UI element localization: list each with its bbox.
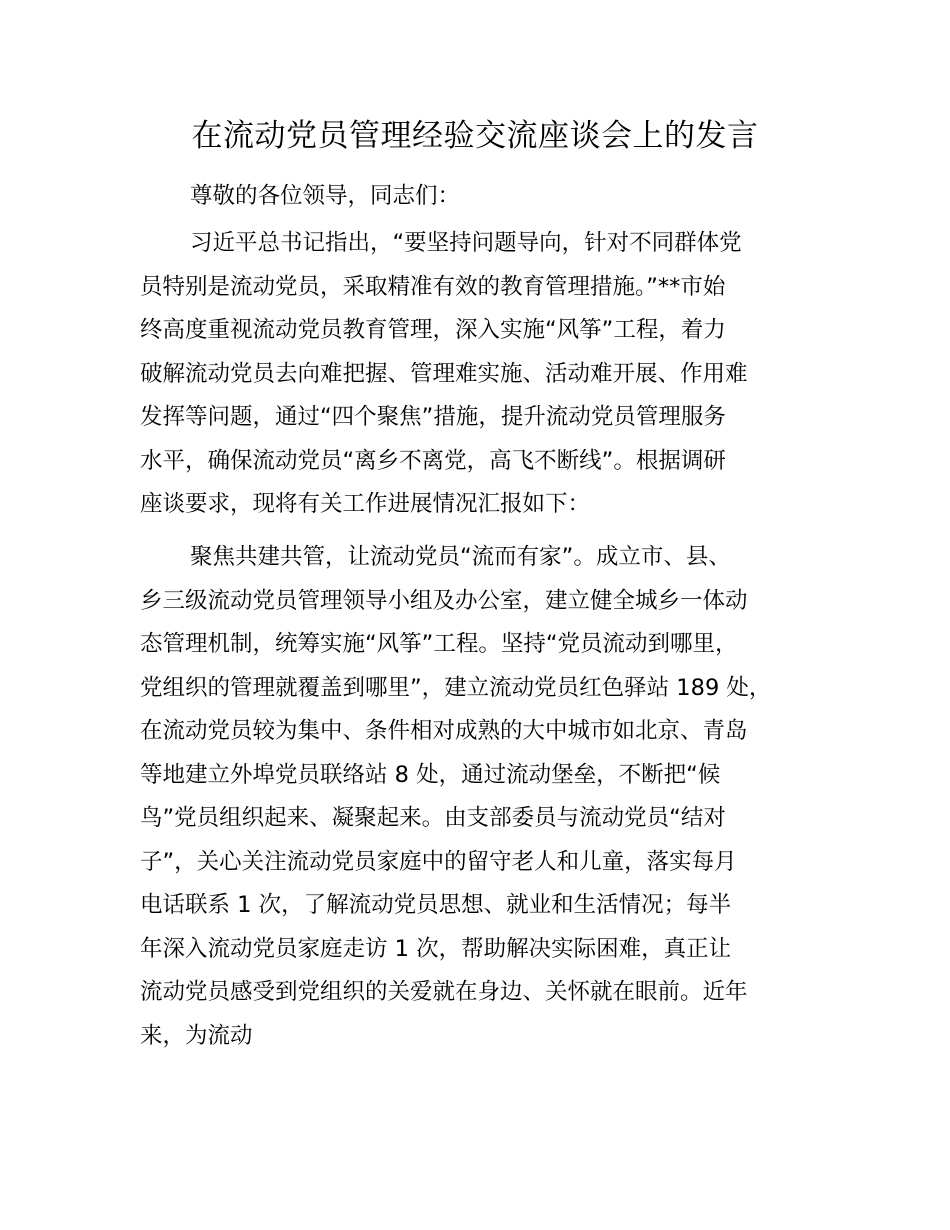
document-title: 在流动党员管理经验交流座谈会上的发言: [191, 118, 759, 154]
paragraph-line: 乡三级流动党员管理领导小组及办公室，建立健全城乡一体动: [140, 587, 748, 614]
paragraph-line: 态管理机制，统筹实施“风筝”工程。坚持“党员流动到哪里，: [140, 631, 738, 657]
paragraph-line: 座谈要求，现将有关工作进展情况汇报如下：: [140, 491, 591, 517]
paragraph-line: 终高度重视流动党员教育管理，深入实施“风筝”工程，着力: [140, 317, 726, 343]
paragraph-line: 年深入流动党员家庭走访 1 次，帮助解决实际困难，真正让: [140, 935, 732, 962]
paragraph-line: 员特别是流动党员，采取精准有效的教育管理措施。”**市始: [140, 273, 726, 300]
paragraph-line: 电话联系 1 次，了解流动党员思想、就业和生活情况；每半: [140, 892, 732, 918]
paragraph-line: 党组织的管理就覆盖到哪里”，建立流动党员红色驿站 189 处，: [140, 674, 772, 701]
paragraph-line: 鸟”党员组织起来、凝聚起来。由支部委员与流动党员“结对: [140, 805, 726, 831]
paragraph-line: 在流动党员较为集中、条件相对成熟的大中城市如北京、青岛: [140, 718, 748, 744]
paragraph-2: [140, 536, 840, 1058]
paragraph-1: [140, 222, 840, 527]
paragraph-line: 等地建立外埠党员联络站 8 处，通过流动堡垒，不断把“候: [140, 761, 721, 788]
paragraph-line: 发挥等问题，通过“四个聚焦”措施，提升流动党员管理服务: [140, 404, 726, 430]
paragraph-line: 水平，确保流动党员“离乡不离党，高飞不断线”。根据调研: [140, 447, 726, 474]
salutation-block: [140, 175, 840, 219]
paragraph-line: 聚焦共建共管，让流动党员“流而有家”。成立市、县、: [190, 544, 731, 570]
paragraph-line: 来，为流动: [140, 1022, 253, 1049]
paragraph-line: 习近平总书记指出，“要坚持问题导向，针对不同群体党: [190, 230, 742, 256]
paragraph-line: 破解流动党员去向难把握、管理难实施、活动难开展、作用难: [140, 360, 748, 387]
paragraph-line: 流动党员感受到党组织的关爱就在身边、关怀就在眼前。近年: [140, 979, 748, 1005]
paragraph-line: 子”，关心关注流动党员家庭中的留守老人和儿童，落实每月: [140, 848, 737, 875]
salutation: 尊敬的各位领导，同志们：: [190, 183, 461, 209]
